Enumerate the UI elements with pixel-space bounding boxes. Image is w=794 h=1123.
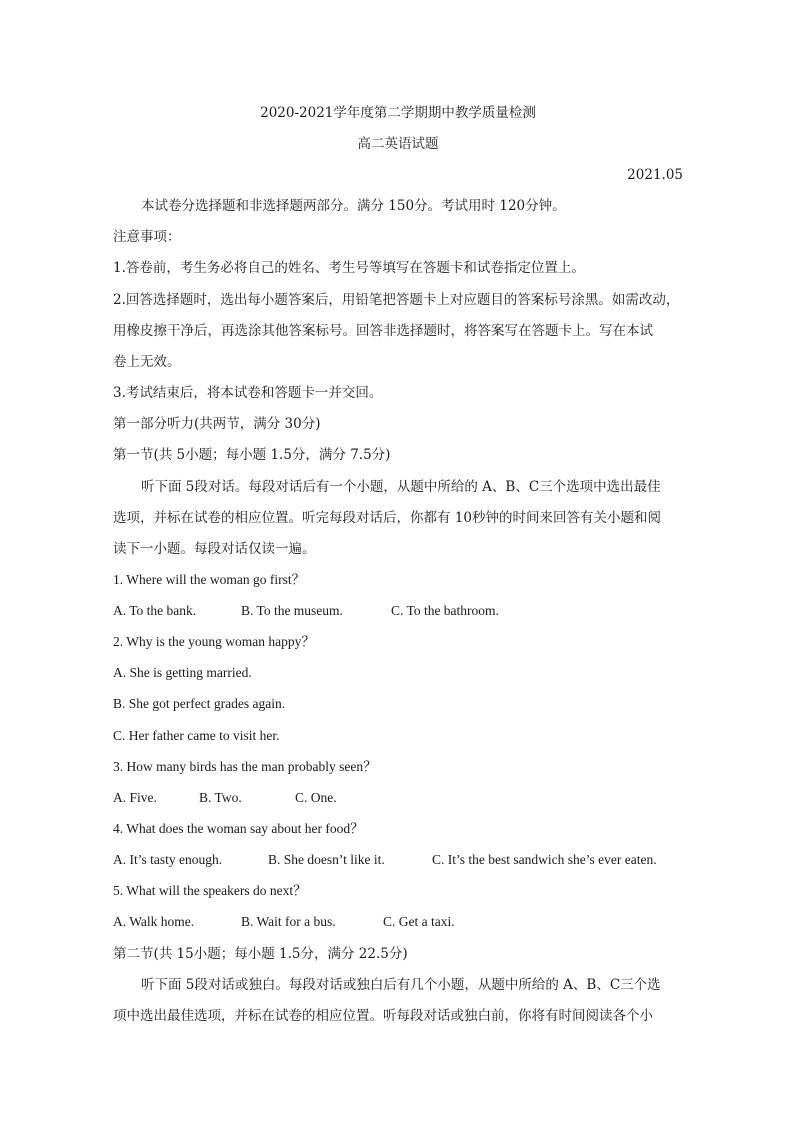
question-5-options	[113, 912, 455, 932]
part1-heading: 第一部分听力(共两节，满分 30分)	[113, 416, 321, 432]
option-c: C. One.	[295, 790, 337, 805]
question-5: 5. What will the speakers do next？	[113, 883, 307, 898]
question-3: 3. How many birds has the man probably seen？	[113, 759, 377, 774]
option-a: A. To the bank.	[113, 603, 197, 618]
section1-instructions-line-3: 读下一小题。每段对话仅读一遍。	[113, 541, 316, 557]
option-a: A. It’s tasty enough.	[113, 852, 223, 867]
section2-instructions-line-2: 项中选出最佳选项，并标在试卷的相应位置。听每段对话或独白前，你将有时间阅读各个小	[113, 1008, 653, 1024]
exam-subtitle: 高二英语试题	[357, 136, 439, 152]
option-b: B. To the museum.	[241, 603, 343, 618]
option-b: B. Wait for a bus.	[241, 914, 336, 929]
section1-instructions-line-1: 听下面 5段对话。每段对话后有一个小题，从题中所给的 A、B、C三个选项中选出最佳	[141, 479, 661, 495]
question-1-options	[113, 601, 499, 621]
notice-heading: 注意事项：	[113, 229, 181, 245]
option-b: B. Two.	[199, 790, 242, 805]
notice-item-2-line-2: 用橡皮擦干净后，再选涂其他答案标号。回答非选择题时，将答案写在答题卡上。写在本试	[113, 323, 653, 339]
exam-page	[113, 0, 683, 1123]
section2-instructions-line-1: 听下面 5段对话或独白。每段对话或独白后有几个小题，从题中所给的 A、B、C三个选	[141, 977, 661, 993]
exam-date: 2021.05	[627, 167, 683, 183]
question-4-options	[113, 850, 657, 870]
option-c: C. Get a taxi.	[383, 914, 455, 929]
notice-item-1: 1.答卷前，考生务必将自己的姓名、考生号等填写在答题卡和试卷指定位置上。	[113, 260, 585, 276]
option-c: C. Her father came to visit her.	[113, 728, 280, 743]
notice-item-2-line-1: 2.回答选择题时，选出每小题答案后，用铅笔把答题卡上对应题目的答案标号涂黑。如需改动，	[113, 292, 680, 308]
option-b: B. She got perfect grades again.	[113, 696, 286, 711]
option-a: A. Five.	[113, 790, 157, 805]
notice-item-3: 3.考试结束后，将本试卷和答题卡一并交回。	[113, 385, 383, 401]
option-c: C. To the bathroom.	[391, 603, 499, 618]
notice-item-2-line-3: 卷上无效。	[113, 354, 181, 370]
option-c: C. It’s the best sandwich she’s ever eaten.	[432, 852, 657, 867]
option-b: B. She doesn’t like it.	[268, 852, 385, 867]
section1-heading: 第一节(共 5小题；每小题 1.5分，满分 7.5分)	[113, 447, 391, 463]
intro-text: 本试卷分选择题和非选择题两部分。满分 150分。考试用时 120分钟。	[141, 198, 566, 214]
question-1: 1. Where will the woman go first？	[113, 572, 306, 587]
section1-instructions-line-2: 选项，并标在试卷的相应位置。听完每段对话后，你都有 10秒钟的时间来回答有关小题和阅	[113, 510, 661, 526]
exam-title: 2020-2021学年度第二学期期中教学质量检测	[260, 105, 536, 121]
question-2: 2. Why is the young woman happy？	[113, 634, 315, 649]
section2-heading: 第二节(共 15小题；每小题 1.5分，满分 22.5分)	[113, 946, 408, 962]
option-a: A. Walk home.	[113, 914, 195, 929]
option-a: A. She is getting married.	[113, 665, 252, 680]
question-4: 4. What does the woman say about her food？	[113, 821, 364, 836]
question-3-options	[113, 788, 337, 808]
